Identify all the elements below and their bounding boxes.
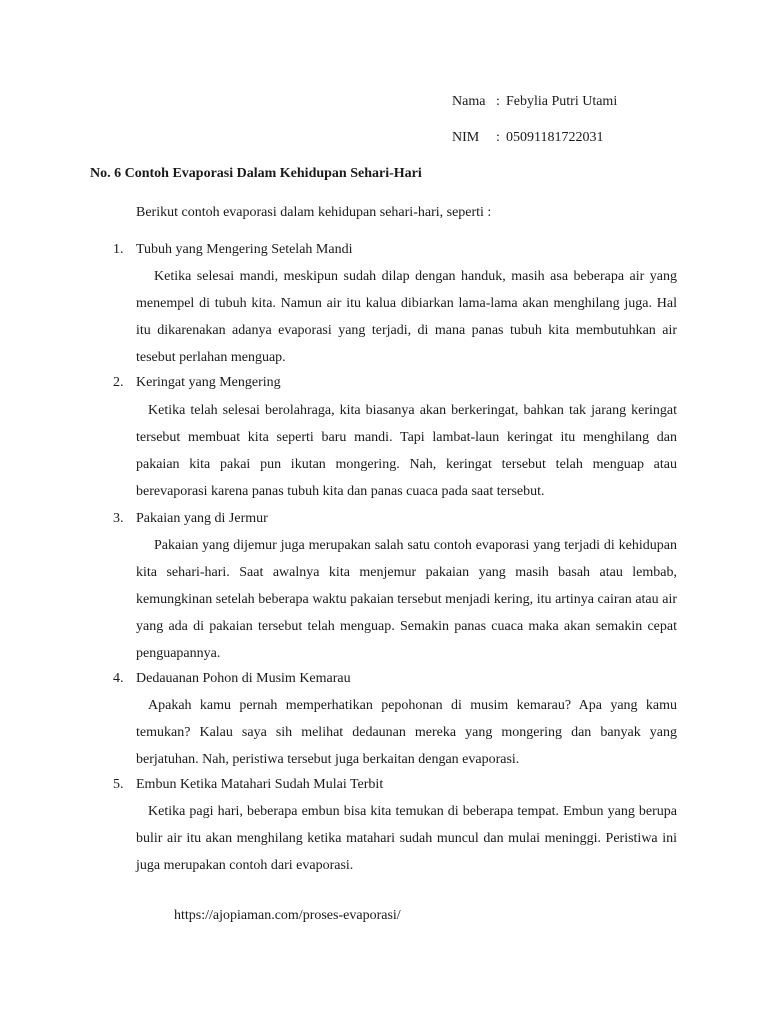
list-item-number: 1. xyxy=(113,242,124,257)
nim-value: 05091181722031 xyxy=(506,130,604,145)
nim-label: NIM xyxy=(452,130,480,145)
list-item-title: Keringat yang Mengering xyxy=(136,375,281,390)
list-item-body: Apakah kamu pernah memperhatikan pepohonan di musim kemarau? Apa yang kamu temukan? Kalau saya sih melihat dedaunan mereka yang mongering dan banyak yang berjatuhan. Nah, peristiwa tersebut juga berkaitan dengan evaporasi. xyxy=(136,698,677,767)
name-row xyxy=(452,94,617,110)
list-item-number: 5. xyxy=(113,777,124,792)
list-item-title: Embun Ketika Matahari Sudah Mulai Terbit xyxy=(136,777,384,792)
list-item-title: Pakaian yang di Jermur xyxy=(136,511,268,526)
nim-separator: : xyxy=(496,130,500,145)
list-item-title: Tubuh yang Mengering Setelah Mandi xyxy=(136,242,353,257)
list-item-body: Ketika pagi hari, beberapa embun bisa kita temukan di beberapa tempat. Embun yang berupa bulir air itu akan menghilang ketika matahari sudah muncul dan mulai meninggi. Peristiwa ini juga merupakan contoh dari evaporasi. xyxy=(136,804,677,873)
list-item-number: 3. xyxy=(113,511,124,526)
list-item-body: Ketika telah selesai berolahraga, kita biasanya akan berkeringat, bahkan tak jarang keringat tersebut membuat kita seperti baru mandi. Tapi lambat-laun keringat itu menghilang dan pakaian kita pakai pun ikutan mongering. Nah, keringat tersebut telah menguap atau berevaporasi karena panas tubuh kita dan panas cuaca pada saat tersebut. xyxy=(136,403,677,499)
nim-row xyxy=(452,130,603,146)
source-link[interactable]: https://ajopiaman.com/proses-evaporasi/ xyxy=(174,908,401,923)
name-separator: : xyxy=(496,94,500,109)
name-label: Nama xyxy=(452,94,486,109)
intro-text: Berikut contoh evaporasi dalam kehidupan sehari-hari, seperti : xyxy=(136,205,492,220)
list-item-body: Pakaian yang dijemur juga merupakan salah satu contoh evaporasi yang terjadi di kehidupan kita sehari-hari. Saat awalnya kita menjemur pakaian yang masih basah atau lembab, kemungkinan setelah beberapa waktu pakaian tersebut menjadi kering, itu artinya cairan atau air yang ada di pakaian tersebut telah menguap. Semakin panas cuaca maka akan semakin cepat penguapannya. xyxy=(136,538,677,661)
list-item-number: 2. xyxy=(113,375,124,390)
list-item-number: 4. xyxy=(113,671,124,686)
name-value: Febylia Putri Utami xyxy=(506,94,618,109)
list-item-body: Ketika selesai mandi, meskipun sudah dilap dengan handuk, masih asa beberapa air yang menempel di tubuh kita. Namun air itu kalua dibiarkan lama-lama akan menghilang juga. Hal itu dikarenakan adanya evaporasi yang terjadi, di mana panas tubuh kita membutuhkan air tesebut perlahan menguap. xyxy=(136,269,677,365)
section-heading: No. 6 Contoh Evaporasi Dalam Kehidupan Sehari-Hari xyxy=(90,166,422,181)
list-item-title: Dedauanan Pohon di Musim Kemarau xyxy=(136,671,351,686)
